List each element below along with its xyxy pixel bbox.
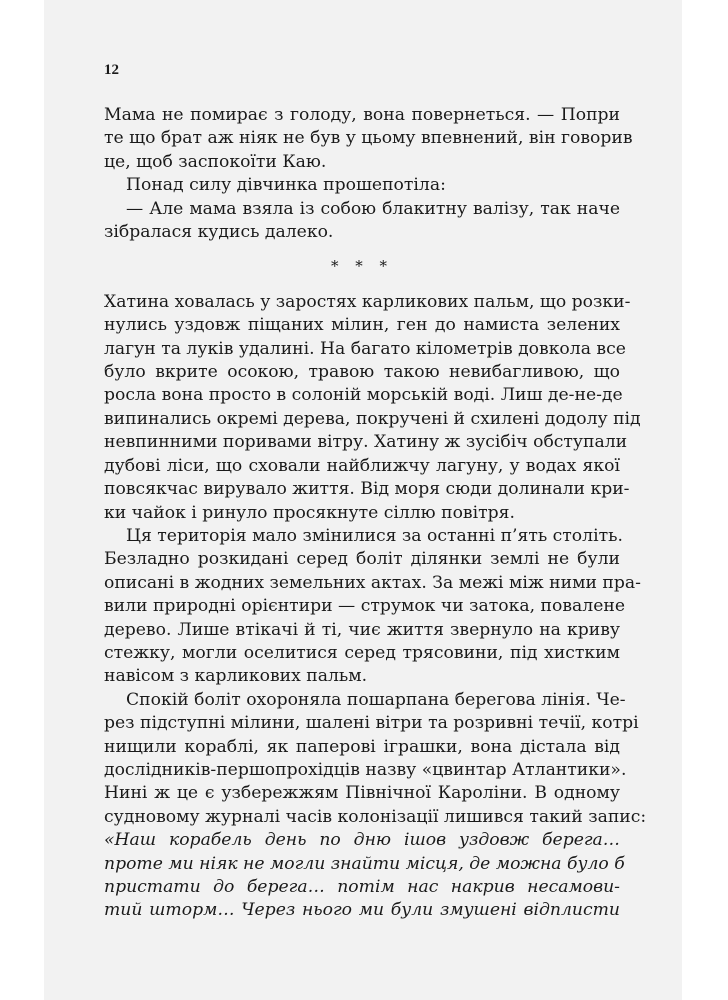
- text-line: Безладно розкидані серед боліт ділянки землі не були: [104, 549, 620, 570]
- text-line-quote: проте ми ніяк не могли знайти місця, де можна було б: [104, 853, 625, 874]
- text-line: ки чайок і ринуло просякнуте сіллю повітря.: [104, 502, 515, 523]
- text-line: вили природні орієнтири — струмок чи затока, повалене: [104, 596, 625, 617]
- text-line: рез підступні мілини, шалені вітри та розривні течії, котрі: [104, 713, 639, 734]
- text-line-quote: тий шторм… Через нього ми були змушені відплисти: [104, 900, 620, 921]
- text-line: те що брат аж ніяк не був у цьому впевнений, він говорив: [104, 128, 633, 149]
- text-line: росла вона просто в солоній морській воді. Лиш де-не-де: [104, 385, 623, 406]
- text-line: невпинними поривами вітру. Хатину ж зусібіч обступали: [104, 432, 628, 453]
- text-line: Спокій боліт охороняла пошарпана берегова лінія. Че-: [126, 689, 626, 710]
- text-line: описані в жодних земельних актах. За межі між ними пра-: [104, 572, 641, 593]
- text-line-quote: пристати до берега… потім нас накрив несамови-: [104, 877, 620, 897]
- text-line: випинались окремі дерева, покручені й схилені додолу під: [104, 408, 641, 429]
- text-line: дослідників-першопрохідців назву «цвинтар Атлантики».: [104, 759, 627, 780]
- text-line: повсякчас вирувало життя. Від моря сюди долинали кри-: [104, 479, 630, 500]
- text-line: Мама не помирає з голоду, вона повернеться. — Попри: [104, 105, 620, 125]
- text-line: судновому журналі часів колонізації лишився такий запис:: [104, 806, 647, 827]
- text-line: це, щоб заспокоїти Каю.: [104, 151, 327, 172]
- page-number: 12: [104, 62, 119, 78]
- text-line: Ця територія мало змінилися за останні п’ять століть.: [126, 525, 623, 546]
- text-line: Хатина ховалась у заростях карликових пальм, що розки-: [104, 291, 631, 312]
- text-line: лагун та луків удалині. На багато кілометрів довкола все: [104, 338, 626, 359]
- text-line: дубові ліси, що сховали найближчу лагуну, у водах якої: [104, 455, 620, 476]
- text-line: навісом з карликових пальм.: [104, 666, 368, 687]
- section-break-asterisks: * * *: [330, 257, 394, 276]
- text-line: — Але мама взяла із собою блакитну валізу, так наче: [126, 198, 620, 219]
- text-line: нищили кораблі, як паперові іграшки, вона дістала від: [104, 736, 620, 757]
- text-line: було вкрите осокою, травою такою невибагливою, що: [104, 362, 620, 383]
- text-line: Понад силу дівчинка прошепотіла:: [126, 175, 446, 196]
- text-line: Нині ж це є узбережжям Північної Кароліни. В одному: [104, 783, 620, 804]
- text-line: стежку, могли оселитися серед трясовини, під хистким: [104, 642, 620, 663]
- text-line: зібралася кудись далеко.: [104, 222, 334, 243]
- body-text: [104, 104, 647, 923]
- text-line-quote: «Наш корабель день по дню ішов уздовж берега…: [104, 830, 620, 851]
- text-line: нулись уздовж піщаних мілин, ген до намиста зелених: [104, 315, 620, 336]
- text-line: дерево. Лише втікачі й ті, чиє життя звернуло на криву: [104, 619, 620, 640]
